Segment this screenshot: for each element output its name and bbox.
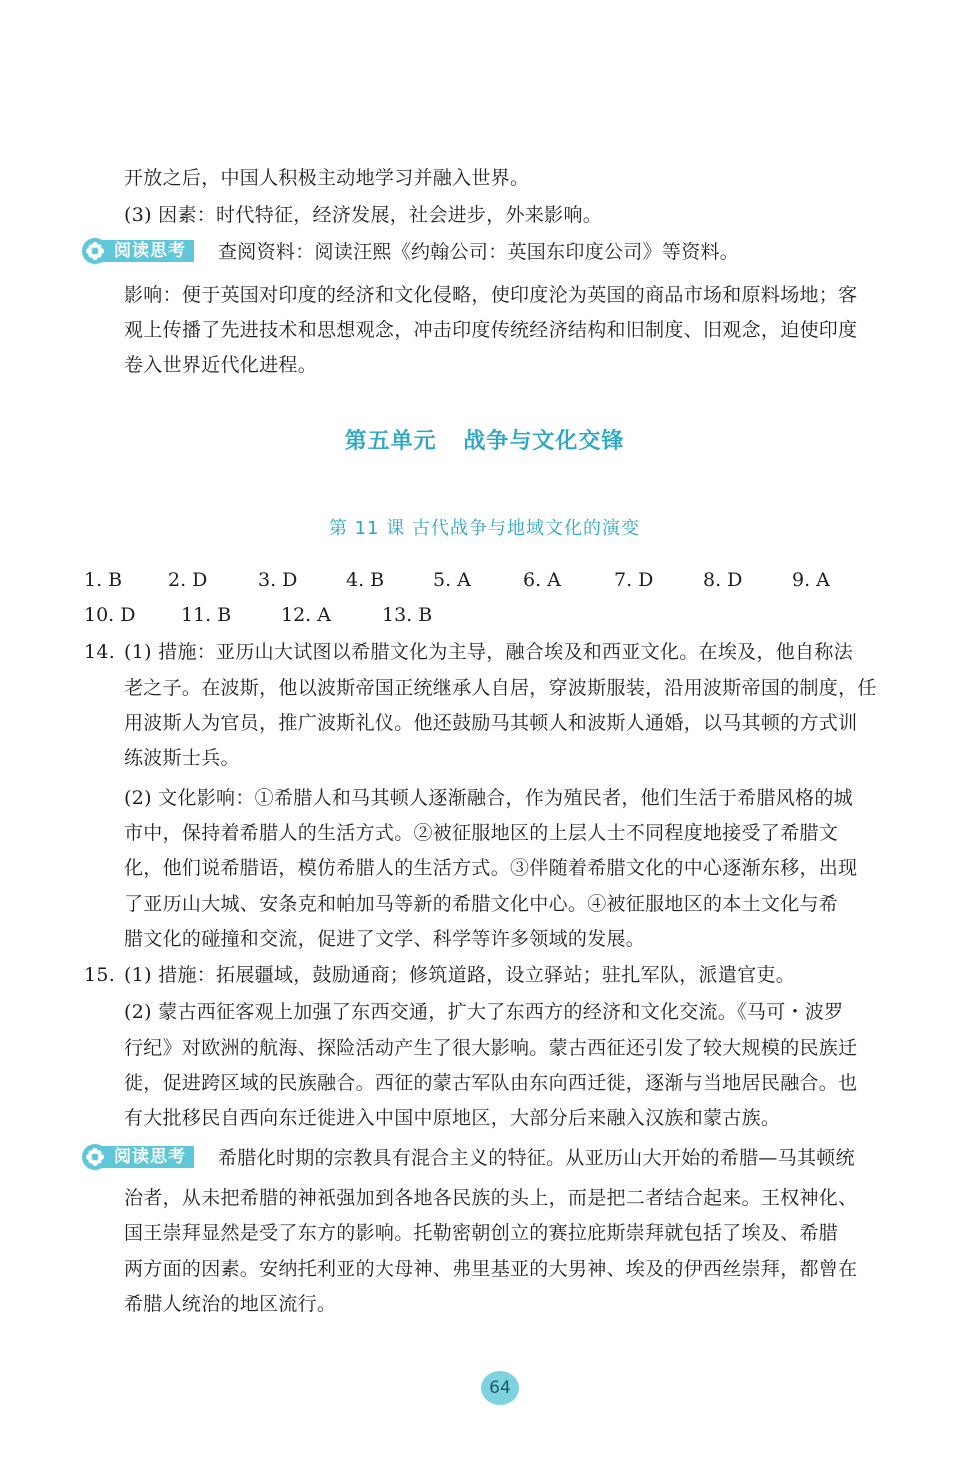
answers-row — [0, 568, 969, 592]
paragraph-line: 老之子。在波斯，他以波斯帝国正统继承人自居，穿波斯服装，沿用波斯帝国的制度，任 — [124, 677, 877, 699]
paragraph-line: 腊文化的碰撞和交流，促进了文学、科学等许多领域的发展。 — [124, 928, 646, 950]
answer-item: 6. A — [523, 569, 561, 591]
answers-row — [0, 603, 969, 627]
answer-item: 2. D — [168, 569, 208, 591]
paragraph-line: 卷入世界近代化进程。 — [124, 354, 318, 376]
paragraph-line: 练波斯士兵。 — [124, 747, 240, 769]
paragraph-line: (3) 因素：时代特征，经济发展，社会进步，外来影响。 — [124, 204, 603, 226]
answer-item: 1. B — [84, 569, 123, 591]
lesson-title: 第 11 课 古代战争与地域文化的演变 — [328, 518, 641, 539]
paragraph-line: (2) 文化影响：①希腊人和马其顿人逐渐融合，作为殖民者，他们生活于希腊风格的城 — [124, 787, 853, 809]
paragraph-line: 查阅资料：阅读汪熙《约翰公司：英国东印度公司》等资料。 — [218, 241, 740, 263]
paragraph-line: 徙，促进跨区域的民族融合。西征的蒙古军队由东向西迁徙，逐渐与当地居民融合。也 — [124, 1072, 858, 1094]
unit-title: 第五单元 战争与文化交锋 — [344, 429, 625, 454]
page-number: 64 — [481, 1371, 519, 1405]
paragraph-line: 影响：便于英国对印度的经济和文化侵略，使印度沦为英国的商品市场和原料场地；客 — [124, 284, 858, 306]
question-number: 15. — [84, 964, 116, 986]
paragraph-line: (1) 措施：拓展疆域，鼓励通商；修筑道路，设立驿站；驻扎军队，派遣官吏。 — [124, 964, 796, 986]
answer-item: 11. B — [181, 604, 232, 626]
question-number: 14. — [84, 641, 116, 663]
paragraph-line: 了亚历山大城、安条克和帕加马等新的希腊文化中心。④被征服地区的本土文化与希 — [124, 893, 839, 915]
answer-item: 3. D — [258, 569, 298, 591]
paragraph-line: 有大批移民自西向东迁徙进入中国中原地区，大部分后来融入汉族和蒙古族。 — [124, 1107, 781, 1129]
paragraph-line: 希腊人统治的地区流行。 — [124, 1293, 337, 1315]
answer-item: 8. D — [703, 569, 743, 591]
answer-item: 4. B — [346, 569, 385, 591]
answer-item: 5. A — [433, 569, 471, 591]
answer-item: 7. D — [614, 569, 654, 591]
paragraph-line: 两方面的因素。安纳托利亚的大母神、弗里基亚的大男神、埃及的伊西丝崇拜，都曾在 — [124, 1258, 858, 1280]
answer-item: 12. A — [281, 604, 331, 626]
flower-icon — [82, 238, 108, 264]
paragraph-line: 化，他们说希腊语，模仿希腊人的生活方式。③伴随着希腊文化的中心逐渐东移，出现 — [124, 857, 858, 879]
paragraph-line: 行纪》对欧洲的航海、探险活动产生了很大影响。蒙古西征还引发了较大规模的民族迁 — [124, 1037, 858, 1059]
reading-think-badge — [82, 1144, 212, 1170]
paragraph-line: 希腊化时期的宗教具有混合主义的特征。从亚历山大开始的希腊—马其顿统 — [218, 1147, 855, 1169]
paragraph-line: 开放之后，中国人积极主动地学习并融入世界。 — [124, 167, 530, 189]
paragraph-line: (1) 措施：亚历山大试图以希腊文化为主导，融合埃及和西亚文化。在埃及，他自称法 — [124, 641, 853, 663]
badge-label: 阅读思考 — [102, 1146, 194, 1168]
paragraph-line: (2) 蒙古西征客观上加强了东西交通，扩大了东西方的经济和文化交流。《马可・波罗 — [124, 1001, 844, 1023]
flower-icon — [82, 1144, 108, 1170]
badge-label: 阅读思考 — [102, 240, 194, 262]
answer-item: 9. A — [792, 569, 830, 591]
answer-item: 10. D — [84, 604, 136, 626]
paragraph-line: 观上传播了先进技术和思想观念，冲击印度传统经济结构和旧制度、旧观念，迫使印度 — [124, 319, 858, 341]
paragraph-line: 用波斯人为官员，推广波斯礼仪。他还鼓励马其顿人和波斯人通婚，以马其顿的方式训 — [124, 712, 858, 734]
answer-item: 13. B — [382, 604, 433, 626]
paragraph-line: 国王崇拜显然是受了东方的影响。托勒密朝创立的赛拉庇斯崇拜就包括了埃及、希腊 — [124, 1222, 839, 1244]
reading-think-badge — [82, 238, 212, 264]
paragraph-line: 治者，从未把希腊的神祇强加到各地各民族的头上，而是把二者结合起来。王权神化、 — [124, 1187, 858, 1209]
paragraph-line: 市中，保持着希腊人的生活方式。②被征服地区的上层人士不同程度地接受了希腊文 — [124, 822, 839, 844]
